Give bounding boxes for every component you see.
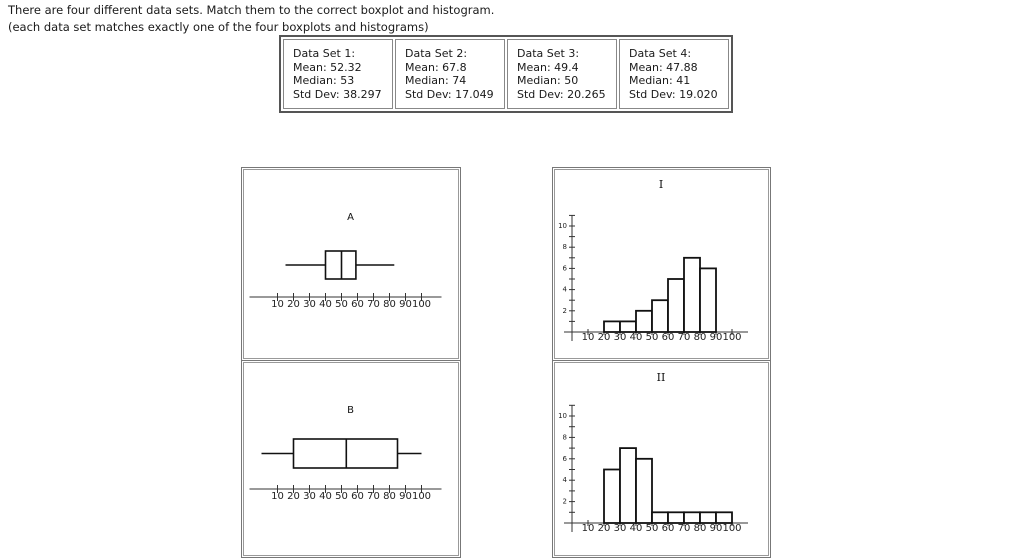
histogram-i-y-tick-label: 6 bbox=[562, 264, 567, 273]
histogram-ii-y-tick-label: 10 bbox=[558, 412, 567, 420]
histogram-ii-bar bbox=[604, 470, 620, 524]
data-set-1-median: Median: 53 bbox=[293, 74, 355, 87]
boxplot-b-tick-label: 80 bbox=[383, 491, 396, 502]
boxplot-a-tick-label: 40 bbox=[319, 299, 332, 310]
boxplot-a-tick-label: 100 bbox=[411, 299, 432, 310]
boxplot-a-tick-label: 50 bbox=[335, 299, 348, 310]
data-set-2-mean: Mean: 67.8 bbox=[405, 60, 467, 74]
boxplot-b-tick-label: 70 bbox=[367, 491, 380, 502]
data-set-4-median: Median: 41 bbox=[629, 74, 691, 87]
histogram-i-bar bbox=[604, 321, 620, 332]
boxplot-b-tick-label: 100 bbox=[411, 491, 432, 502]
boxplot-b-tick-label: 20 bbox=[287, 491, 300, 502]
histogram-i-x-tick-label: 70 bbox=[677, 332, 691, 343]
histogram-i-x-tick-label: 60 bbox=[661, 332, 675, 343]
boxplot-a-tick-label: 10 bbox=[271, 299, 284, 310]
data-set-3-name: Data Set 3: bbox=[517, 47, 580, 60]
data-set-4-name: Data Set 4: bbox=[629, 47, 692, 60]
histogram-i-y-tick-label: 4 bbox=[562, 285, 567, 294]
histogram-i-chart bbox=[553, 168, 772, 362]
data-set-3-std: Std Dev: 20.265 bbox=[517, 87, 606, 101]
histogram-i-x-tick-label: 100 bbox=[722, 332, 742, 343]
boxplot-b-tick-label: 40 bbox=[319, 491, 332, 502]
histogram-i-x-tick-label: 30 bbox=[613, 332, 627, 343]
data-set-3-median: Median: 50 bbox=[517, 74, 579, 87]
data-set-2-name: Data Set 2: bbox=[405, 47, 468, 60]
histogram-i-y-tick-label: 10 bbox=[558, 222, 567, 230]
data-set-row bbox=[283, 39, 729, 109]
histogram-i-y-tick-label: 2 bbox=[562, 306, 567, 315]
histogram-ii-bar bbox=[668, 512, 684, 523]
histogram-ii-bar bbox=[620, 448, 636, 523]
boxplot-a-tick-label: 70 bbox=[367, 299, 380, 310]
histogram-i-bar bbox=[652, 300, 668, 332]
boxplot-a-tick-label: 20 bbox=[287, 299, 300, 310]
histogram-i-x-tick-label: 90 bbox=[709, 332, 723, 343]
boxplot-a-title: A bbox=[347, 212, 354, 223]
histogram-i-x-tick-label: 20 bbox=[597, 332, 611, 343]
data-set-2-median: Median: 74 bbox=[405, 74, 467, 87]
boxplot-a-tick-label: 60 bbox=[351, 299, 364, 310]
histogram-i-bar bbox=[636, 311, 652, 332]
data-set-3-mean: Mean: 49.4 bbox=[517, 60, 579, 74]
boxplot-b-tick-label: 10 bbox=[271, 491, 284, 502]
histogram-ii-y-tick-label: 4 bbox=[562, 476, 567, 485]
boxplot-a-tick-label: 90 bbox=[399, 299, 412, 310]
data-set-3-cell bbox=[507, 39, 617, 109]
boxplot-b-chart bbox=[242, 361, 462, 559]
data-set-1-cell bbox=[283, 39, 393, 109]
histogram-ii-y-tick-label: 2 bbox=[562, 497, 567, 506]
histogram-ii-y-tick-label: 8 bbox=[562, 433, 567, 442]
histogram-i-bar bbox=[700, 268, 716, 332]
histogram-ii-x-tick-label: 60 bbox=[661, 523, 675, 534]
instructions-line-2: (each data set matches exactly one of the four boxplots and histograms) bbox=[8, 20, 429, 34]
histogram-ii-y-tick-label: 6 bbox=[562, 454, 567, 463]
histogram-ii-bar bbox=[636, 459, 652, 523]
histogram-ii-bar bbox=[716, 512, 732, 523]
histogram-ii-x-tick-label: 30 bbox=[613, 523, 627, 534]
boxplot-a-tick-label: 30 bbox=[303, 299, 316, 310]
data-set-summary-table bbox=[279, 35, 733, 113]
boxplot-b-tick-label: 50 bbox=[335, 491, 348, 502]
data-set-1-std: Std Dev: 38.297 bbox=[293, 87, 382, 101]
histogram-i-x-tick-label: 80 bbox=[693, 332, 707, 343]
data-set-4-std: Std Dev: 19.020 bbox=[629, 87, 718, 101]
histogram-ii-x-tick-label: 40 bbox=[629, 523, 643, 534]
histogram-i-x-tick-label: 10 bbox=[581, 332, 595, 343]
histogram-ii-x-tick-label: 10 bbox=[581, 523, 595, 534]
instructions-line-1: There are four different data sets. Match them to the correct boxplot and histogram. bbox=[8, 3, 495, 17]
histogram-ii-chart bbox=[553, 361, 772, 559]
data-set-1-name: Data Set 1: bbox=[293, 47, 356, 60]
histogram-panel-ii bbox=[552, 360, 771, 558]
data-set-4-cell bbox=[619, 39, 729, 109]
boxplot-a-chart bbox=[242, 168, 462, 362]
histogram-ii-x-tick-label: 90 bbox=[709, 523, 723, 534]
histogram-i-x-tick-label: 50 bbox=[645, 332, 659, 343]
histogram-ii-x-tick-label: 50 bbox=[645, 523, 659, 534]
histogram-ii-bar bbox=[700, 512, 716, 523]
histogram-ii-title: II bbox=[656, 371, 666, 384]
boxplot-a-tick-label: 80 bbox=[383, 299, 396, 310]
boxplot-b-title: B bbox=[347, 405, 354, 416]
histogram-ii-x-tick-label: 20 bbox=[597, 523, 611, 534]
histogram-i-title: I bbox=[658, 178, 664, 191]
data-set-4-mean: Mean: 47.88 bbox=[629, 60, 698, 74]
histogram-ii-bar bbox=[652, 512, 668, 523]
histogram-i-bar bbox=[620, 321, 636, 332]
histogram-i-bar bbox=[684, 258, 700, 332]
histogram-ii-x-tick-label: 80 bbox=[693, 523, 707, 534]
boxplot-b-tick-label: 30 bbox=[303, 491, 316, 502]
boxplot-b-tick-label: 90 bbox=[399, 491, 412, 502]
data-set-1-mean: Mean: 52.32 bbox=[293, 60, 362, 74]
histogram-i-x-tick-label: 40 bbox=[629, 332, 643, 343]
data-set-2-cell bbox=[395, 39, 505, 109]
histogram-i-y-tick-label: 8 bbox=[562, 243, 567, 252]
histogram-ii-bar bbox=[684, 512, 700, 523]
boxplot-panel-a bbox=[241, 167, 461, 361]
histogram-panel-i bbox=[552, 167, 771, 361]
boxplot-b-tick-label: 60 bbox=[351, 491, 364, 502]
histogram-ii-x-tick-label: 70 bbox=[677, 523, 691, 534]
data-set-2-std: Std Dev: 17.049 bbox=[405, 87, 494, 101]
histogram-ii-x-tick-label: 100 bbox=[722, 523, 742, 534]
histogram-i-bar bbox=[668, 279, 684, 332]
boxplot-panel-b bbox=[241, 360, 461, 558]
